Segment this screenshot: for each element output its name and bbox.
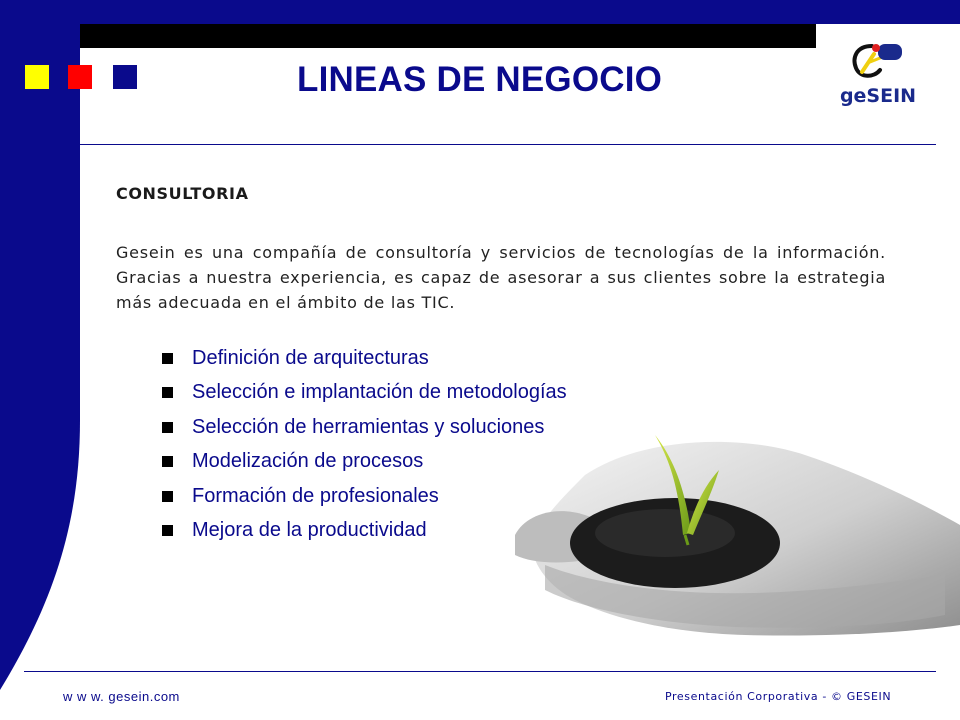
list-item-label: Selección e implantación de metodologías (192, 381, 567, 404)
list-item-label: Selección de herramientas y soluciones (192, 415, 545, 438)
list-item (162, 376, 567, 411)
intro-paragraph: Gesein es una compañía de consultoría y servicios de tecnologías de la información. Gracias a nuestra experiencia, es capaz de asesorar a sus clientes sobre la estrategia más adecuada en el ámbito de las TIC. (116, 243, 886, 312)
list-item (162, 410, 567, 445)
header-divider (80, 144, 936, 145)
list-item (162, 445, 567, 480)
list-item (162, 479, 567, 514)
hands-seedling-image (505, 415, 960, 640)
footer-website-link[interactable]: w w w. gesein.com (63, 689, 180, 704)
footer-credit: Presentación Corporativa - © GESEIN (665, 690, 892, 703)
gesein-logo (840, 40, 920, 112)
blue-square (113, 65, 137, 89)
bullet-icon (162, 491, 173, 502)
list-item (162, 514, 567, 549)
list-item (162, 341, 567, 376)
bullet-icon (162, 525, 173, 536)
slide-title: LINEAS DE NEGOCIO (297, 60, 663, 99)
logo-wordmark: geSEIN (840, 85, 917, 107)
bullet-icon (162, 353, 173, 364)
list-item-label: Definición de arquitecturas (192, 346, 429, 369)
left-navy-band (0, 0, 180, 720)
bullet-icon (162, 387, 173, 398)
yellow-square (25, 65, 49, 89)
service-list (162, 341, 567, 548)
section-heading: CONSULTORIA (116, 184, 249, 203)
list-item-label: Mejora de la productividad (192, 519, 427, 542)
bullet-icon (162, 422, 173, 433)
list-item-label: Formación de profesionales (192, 484, 439, 507)
footer-divider (24, 671, 936, 672)
red-square (68, 65, 92, 89)
list-item-label: Modelización de procesos (192, 450, 424, 473)
bullet-icon (162, 456, 173, 467)
